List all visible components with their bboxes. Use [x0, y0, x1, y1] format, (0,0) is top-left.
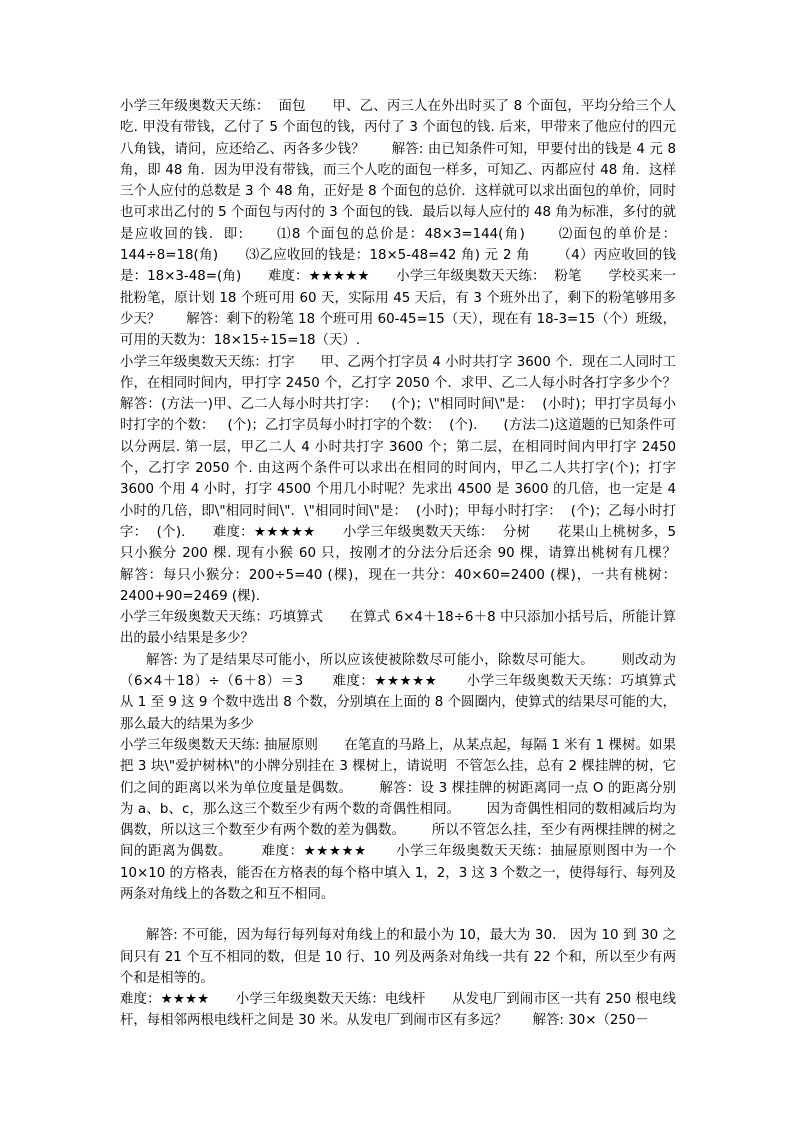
- paragraph-pigeonhole: 小学三年级奥数天天练: 抽屉原则 在笔直的马路上，从某点起，每隔 1 米有 1 棵树。如果把 3 块\"爱护树林\"的小牌分别挂在 3 棵树上，请说明 不管怎么挂，总有 2 棵挂牌的树，它们之间的距离以米为单位度量是偶数。 解答：设 3 棵挂牌的树距离同一点 O 的距离分别为 a、b、c，那么这三个数至少有两个数的奇偶性相同。 因为奇偶性相同的数相减后均为偶数，所以这三个数至少有两个数的差为偶数。 所以不管怎么挂，至少有两棵挂牌的树之间的距离为偶数。 难度：★★★★★ 小学三年级奥数天天练：抽屉原则图中为一个 10×10 的方格表，能否在方格表的每个格中填入 1，2，3 这 3 个数之一，使得每行、每列及两条对角线上的各数之和互不相同。: [120, 737, 681, 902]
- paragraph-fill-formula-answer: 解答: 为了是结果尽可能小，所以应该使被除数尽可能小，除数尽可能大。 则改动为（6×4＋18）÷（6＋8）＝3 难度：★★★★★ 小学三年级奥数天天练：巧填算式 从 1 至 9 这 9 个数中选出 8 个数，分别填在上面的 8 个圆圈内，使算式的结果尽可能的大，那么最大的结果为多少: [120, 652, 702, 732]
- paragraph-gap: [120, 905, 676, 925]
- paragraph-bread-chalk: 小学三年级奥数天天练： 面包 甲、乙、丙三人在外出时买了 8 个面包，平均分给三个人吃. 甲没有带钱，乙付了 5 个面包的钱，丙付了 3 个面包的钱. 后来，甲带来了他应付的四元八角钱，请问，应还给乙、丙各多少钱？ 解答: 由已知条件可知，甲要付出的钱是 4 元 8 角，即 48 角．因为甲没有带钱，而三个人吃的面包一样多，可知乙、丙都应付 48 角．这样三个人应付的总数是 3 个 48 角，正好是 8 个面包的总价．这样就可以求出面包的单价，同时也可求出乙付的 5 个面包与丙付的 3 个面包的钱．最后以每人应付的 48 角为标准，多付的就是应收回的钱．即: ⑴8 个面包的总价是：48×3=144(角) ⑵面包的单价是：144÷8=18(角) ⑶乙应收回的钱是：18×5-48=42 角) 元 2 角 （4）丙应收回的钱是：18×3-48=(角) 难度：★★★★★ 小学三年级奥数天天练： 粉笔 学校买来一批粉笔，原计划 18 个班可用 60 天，实际用 45 天后，有 3 个班外出了，剩下的粉笔够用多少天？ 解答：剩下的粉笔 18 个班可用 60-45=15（天），现在有 18-3=15（个）班级，可用的天数为：18×15÷15=18（天）.: [120, 99, 681, 349]
- paragraph-fill-formula-question: 小学三年级奥数天天练：巧填算式 在算式 6×4＋18÷6＋8 中只添加小括号后，所能计算出的最小结果是多少？: [120, 610, 676, 647]
- paragraph-telegraph-pole: 难度：★★★★ 小学三年级奥数天天练：电线杆 从发电厂到闹市区一共有 250 根电线杆，每相邻两根电线杆之间是 30 米。从发电厂到闹市区有多远？ 解答: 30×（250－: [120, 992, 676, 1029]
- paragraph-pigeonhole-answer: 解答: 不可能，因为每行每列每对角线上的和最小为 10，最大为 30. 因为 10 到 30 之间只有 21 个互不相同的数，但是 10 行、10 列及两条对角线一共有 22 个和，所以至少有两个和是相等的。: [120, 928, 676, 986]
- paragraph-typing-trees: 小学三年级奥数天天练：打字 甲、乙两个打字员 4 小时共打字 3600 个．现在二人同时工作，在相同时间内，甲打字 2450 个，乙打字 2050 个．求甲、乙二人每小时各打字多少个？ 解答：(方法一)甲、乙二人每小时共打字： (个)；\"相同时间\"是： (小时)；甲打字员每小时打字的个数： (个)；乙打字员每小时打字的个数： (个). (方法二)这道题的已知条件可以分两层. 第一层，甲乙二人 4 小时共打字 3600 个；第二层，在相同时间内甲打字 2450 个，乙打字 2050 个. 由这两个条件可以求出在相同的时间内，甲乙二人共打字(个)；打字 3600 个用 4 小时，打字 4500 个用几小时呢？先求出 4500 是 3600 的几倍，也一定是 4 小时的几倍，即\"相同时间\"．\"相同时间\"是： (小时)；甲每小时打字： (个)；乙每小时打字： (个). 难度：★★★★★ 小学三年级奥数天天练： 分树 花果山上桃树多，5 只小猴分 200 棵. 现有小猴 60 只，按刚才的分法分后还余 90 棵，请算出桃树有几棵？ 解答：每只小猴分：200÷5=40 (棵)，现在一共分：40×60=2400 (棵)，一共有桃树：2400+90=2469 (棵).: [120, 354, 702, 604]
- document-body: [120, 96, 702, 1032]
